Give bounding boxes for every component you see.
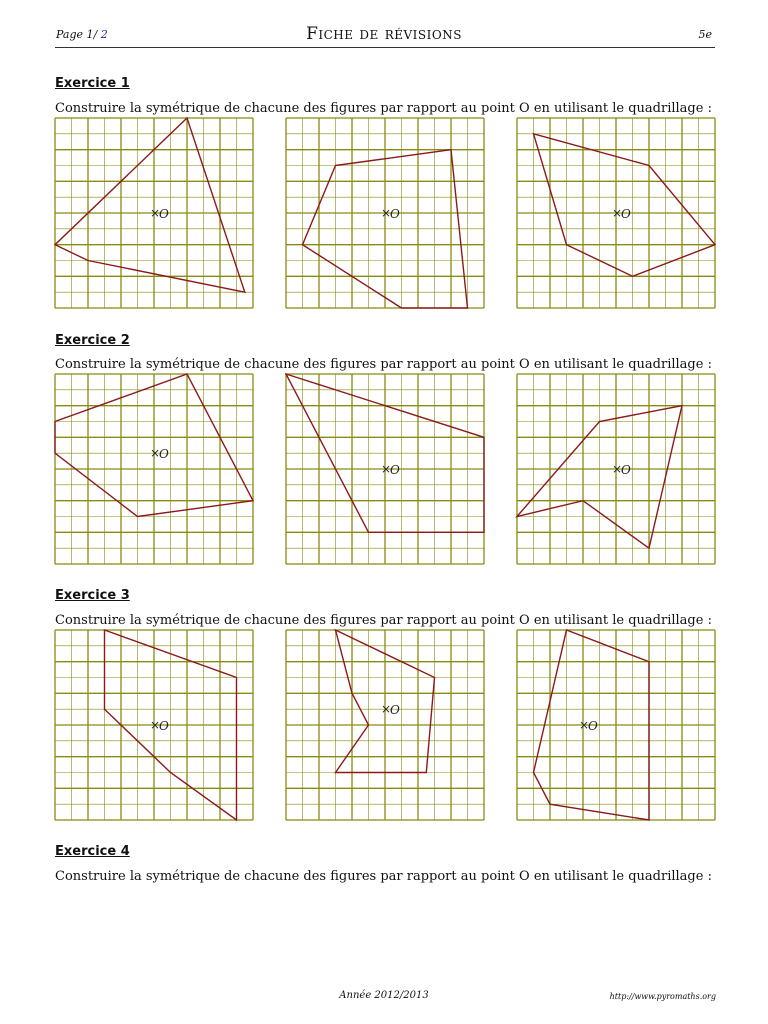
page-total-link[interactable]: 2 xyxy=(100,28,108,41)
ex1-figure-3 xyxy=(517,118,715,308)
center-point-label: O xyxy=(390,703,400,718)
ex2-figure-1 xyxy=(55,374,253,564)
center-point-label: O xyxy=(390,463,400,477)
center-cross-mark: × xyxy=(150,206,161,220)
school-year: Année 2012/2013 xyxy=(339,990,429,1001)
ex3-figure-1 xyxy=(55,630,253,820)
center-point-label: O xyxy=(588,719,598,733)
ex2-figure-3 xyxy=(517,374,715,564)
header-divider xyxy=(55,47,715,48)
ex3-figure-2 xyxy=(286,630,484,820)
exercise-2-instruction: Construire la symétrique de chacune des figures par rapport au point O en utilisant le quadrillage : xyxy=(55,357,712,372)
center-cross-mark: × xyxy=(150,718,161,732)
page-number: Page 1/ 2 xyxy=(56,28,108,41)
center-cross-mark: × xyxy=(381,702,392,717)
center-point-label: O xyxy=(621,463,631,477)
center-cross-mark: × xyxy=(612,462,623,476)
page-title: Fiche de révisions xyxy=(306,24,462,44)
center-cross-mark: × xyxy=(150,446,161,461)
center-point-label: O xyxy=(159,207,169,221)
center-cross-mark: × xyxy=(579,718,590,732)
grid xyxy=(517,630,715,820)
center-point-label: O xyxy=(621,207,631,221)
ex3-figure-3 xyxy=(517,630,715,820)
exercise-4-instruction: Construire la symétrique de chacune des figures par rapport au point O en utilisant le quadrillage : xyxy=(55,869,712,884)
center-cross-mark: × xyxy=(612,206,623,220)
exercise-1-title: Exercice 1 xyxy=(55,76,130,91)
exercise-4-title: Exercice 4 xyxy=(55,844,130,859)
grid xyxy=(286,630,484,820)
ex1-figure-2 xyxy=(286,118,484,308)
exercise-1-instruction: Construire la symétrique de chacune des figures par rapport au point O en utilisant le quadrillage : xyxy=(55,101,712,116)
grid xyxy=(55,374,253,564)
center-point-label: O xyxy=(159,719,169,733)
website-link[interactable]: http://www.pyromaths.org xyxy=(609,992,716,1001)
center-cross-mark: × xyxy=(381,462,392,476)
exercise-3-instruction: Construire la symétrique de chacune des figures par rapport au point O en utilisant le quadrillage : xyxy=(55,613,712,628)
exercise-3-title: Exercice 3 xyxy=(55,588,130,603)
center-cross-mark: × xyxy=(381,206,392,220)
center-point-label: O xyxy=(159,447,169,462)
ex2-figure-2 xyxy=(286,374,484,564)
exercise-2-title: Exercice 2 xyxy=(55,333,130,348)
center-point-label: O xyxy=(390,207,400,221)
figure-polygon xyxy=(534,134,716,276)
class-level: 5e xyxy=(698,28,712,41)
ex1-figure-1 xyxy=(55,118,253,308)
